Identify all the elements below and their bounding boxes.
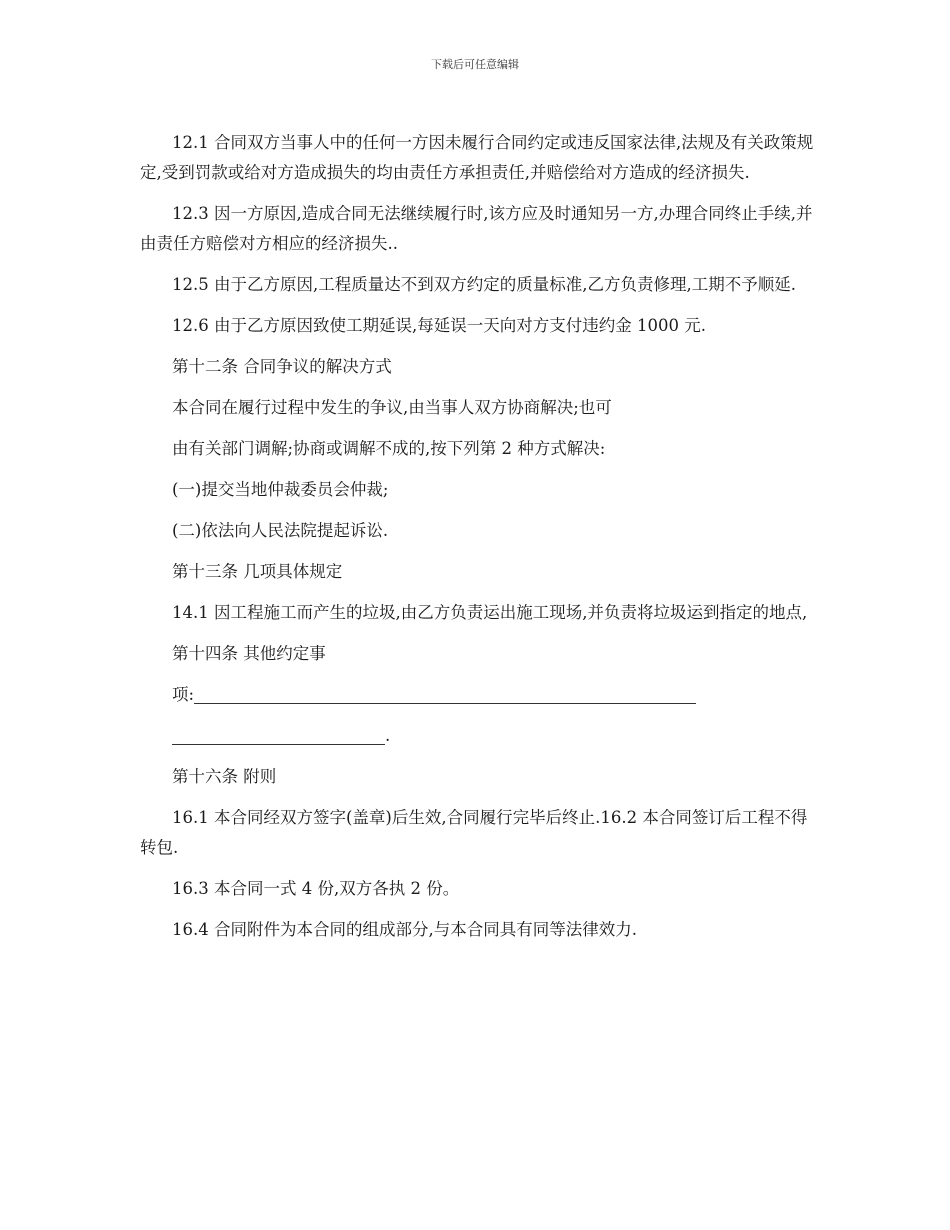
contract-body [140,128,820,956]
dispute-text-line-2: 由有关部门调解;协商或调解不成的,按下列第 2 种方式解决: [172,439,606,458]
page-header: 下载后可任意编辑 [431,58,519,71]
article-14-heading: 第十四条 其他约定事 [172,644,326,663]
other-items-label: 项: [172,685,195,704]
dispute-option-2: (二)依法向人民法院提起诉讼. [172,521,389,540]
article-16-heading: 第十六条 附则 [172,767,277,786]
other-items-line [140,680,820,710]
blank-end-period: . [385,726,391,745]
clause-16-3: 16.3 本合同一式 4 份,双方各执 2 份。 [172,879,460,898]
article-12-heading: 第十二条 合同争议的解决方式 [172,357,392,376]
blank-line-2 [172,726,385,745]
clause-12-5: 12.5 由于乙方原因,工程质量达不到双方约定的质量标准,乙方负责修理,工期不予顺延. [172,275,796,294]
blank-line-1 [194,685,696,704]
dispute-text-line-1: 本合同在履行过程中发生的争议,由当事人双方协商解决;也可 [172,398,612,417]
clause-12-6: 12.6 由于乙方原因致使工期延误,每延误一天向对方支付违约金 1000 元. [172,316,706,335]
clause-16-1: 16.1 本合同经双方签字(盖章)后生效,合同履行完毕后终止.16.2 本合同签订后工程不得转包. [140,808,808,857]
other-items-line-2 [140,721,820,751]
dispute-option-1: (一)提交当地仲裁委员会仲裁; [172,480,389,499]
clause-14-1: 14.1 因工程施工而产生的垃圾,由乙方负责运出施工现场,并负责将垃圾运到指定的地点, [172,603,808,622]
clause-16-4: 16.4 合同附件为本合同的组成部分,与本合同具有同等法律效力. [172,920,637,939]
clause-12-1: 12.1 合同双方当事人中的任何一方因未履行合同约定或违反国家法律,法规及有关政策规定,受到罚款或给对方造成损失的均由责任方承担责任,并赔偿给对方造成的经济损失. [140,133,814,182]
article-13-heading: 第十三条 几项具体规定 [172,562,343,581]
clause-12-3: 12.3 因一方原因,造成合同无法继续履行时,该方应及时通知另一方,办理合同终止手续,并由责任方赔偿对方相应的经济损失.. [140,204,813,253]
